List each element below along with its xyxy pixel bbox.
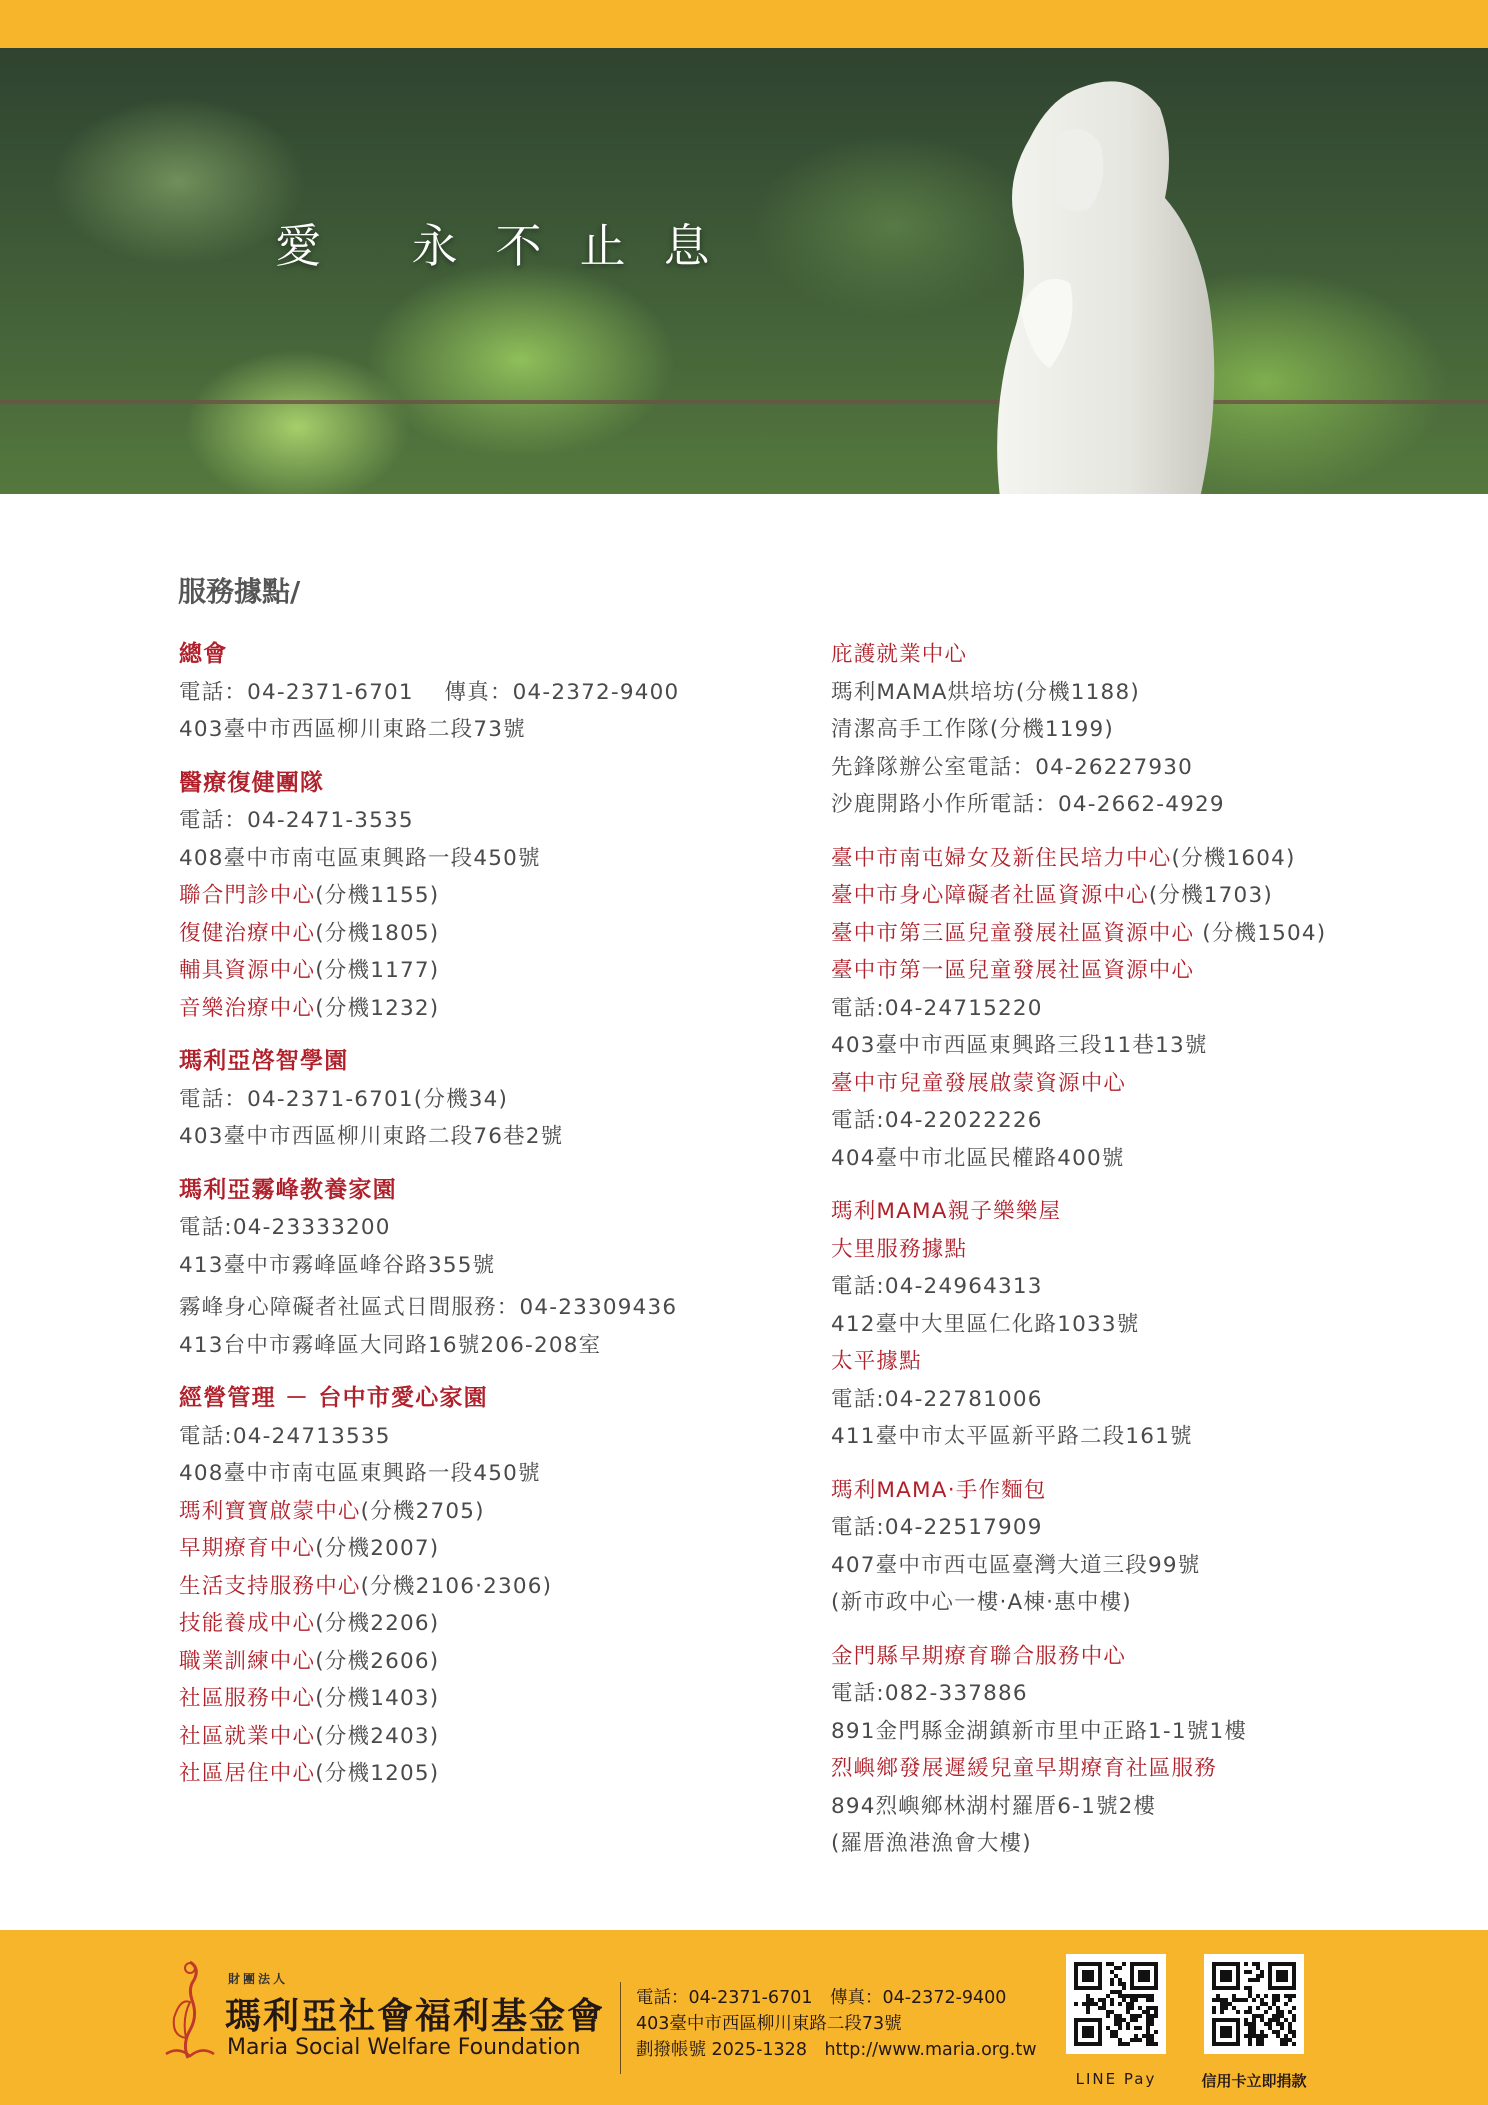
mary-statue-image — [960, 68, 1260, 494]
service-center-label — [179, 1605, 799, 1643]
location-detail — [831, 1140, 1461, 1178]
footer — [0, 1930, 1488, 2105]
top-bar — [0, 0, 1488, 48]
extension-number: (分機2007) — [315, 1536, 440, 1561]
extension-number: (分機1177) — [315, 958, 440, 983]
line-text: 瑪利MAMA‧手作麵包 — [831, 1477, 1047, 1503]
extension-number: (分機1703) — [1148, 883, 1273, 908]
line-text: 電話:04-22781006 — [831, 1386, 1043, 1412]
line-text: 清潔高手工作隊(分機1199) — [831, 717, 1114, 742]
fence-rail — [0, 400, 1488, 404]
line-text: 電話:04-24964313 — [831, 1274, 1043, 1299]
hero-banner — [0, 48, 1488, 494]
line-pay-qr-code-icon[interactable] — [1066, 1954, 1166, 2054]
line-text: 電話:04-22022226 — [831, 1108, 1043, 1133]
line-text: 404臺中市北區民權路400號 — [831, 1145, 1125, 1171]
location-heading — [179, 1172, 799, 1210]
line-text: 早期療育中心 — [179, 1536, 316, 1561]
service-center-label — [831, 952, 1461, 990]
foundation-logo-icon — [160, 1958, 218, 2068]
line-text: 技能養成中心 — [179, 1611, 316, 1636]
location-detail — [831, 674, 1461, 712]
location-detail — [179, 711, 799, 749]
line-text: 社區就業中心 — [179, 1723, 316, 1749]
service-center-label — [179, 915, 799, 953]
location-detail — [179, 1327, 799, 1365]
line-text: 電話：04-2371-6701(分機34) — [179, 1086, 509, 1112]
extension-number: (分機2606) — [315, 1648, 440, 1674]
service-center-label — [831, 840, 1461, 878]
spacer — [179, 1027, 799, 1043]
service-center-label — [179, 1680, 799, 1718]
location-detail — [831, 749, 1461, 787]
location-heading — [179, 1043, 799, 1081]
line-text: 408臺中市南屯區東興路一段450號 — [179, 845, 541, 871]
service-center-label — [831, 1231, 1461, 1269]
line-text: 瑪利亞霧峰教養家園 — [179, 1176, 397, 1203]
location-detail — [831, 1381, 1461, 1419]
left-column — [179, 636, 799, 1793]
service-center-label — [831, 1343, 1461, 1381]
service-center-label — [179, 952, 799, 990]
spacer — [831, 1456, 1461, 1472]
spacer — [179, 749, 799, 765]
org-name-en: Maria Social Welfare Foundation — [227, 2035, 581, 2060]
line-text: 職業訓練中心 — [179, 1648, 316, 1674]
line-text: (羅厝漁港漁會大樓) — [831, 1831, 1032, 1856]
location-detail — [831, 1509, 1461, 1547]
spacer — [179, 1156, 799, 1172]
extension-number: (分機2705) — [360, 1498, 485, 1524]
service-center-label — [179, 1568, 799, 1606]
line-text: 412臺中大里區仁化路1033號 — [831, 1311, 1140, 1337]
line-text: 電話：04-2471-3535 — [179, 808, 414, 833]
line-text: 社區服務中心 — [179, 1686, 316, 1711]
footer-contact — [636, 1985, 1037, 2063]
location-detail — [831, 786, 1461, 824]
line-text: (新市政中心一樓‧A棟‧惠中樓) — [831, 1590, 1132, 1615]
credit-card-qr-code-icon[interactable] — [1204, 1954, 1304, 2054]
section-heading: 服務據點/ — [178, 575, 301, 608]
location-detail — [179, 1455, 799, 1493]
line-text: 電話:04-24715220 — [831, 995, 1043, 1021]
hero-title: 愛 永不止息 — [275, 219, 748, 273]
qr-label-line-pay: LINE Pay — [1075, 2070, 1157, 2088]
service-center-label — [831, 1472, 1461, 1510]
extension-number: (分機2403) — [315, 1723, 440, 1749]
extension-number: (分機2106‧2306) — [360, 1573, 553, 1599]
location-detail — [831, 1102, 1461, 1140]
line-text: 庇護就業中心 — [831, 642, 968, 667]
service-center-label — [179, 1530, 799, 1568]
line-text: 403臺中市西區柳川東路二段73號 — [179, 717, 526, 742]
location-detail — [831, 1418, 1461, 1456]
location-heading — [179, 765, 799, 803]
spacer — [831, 1622, 1461, 1638]
location-detail — [831, 990, 1461, 1028]
location-detail — [179, 1118, 799, 1156]
location-detail — [831, 1713, 1461, 1751]
org-prefix: 財團法人 — [228, 1972, 289, 1986]
line-text: 電話：04-2371-6701 傳真：04-2372-9400 — [179, 679, 680, 705]
line-text: 894烈嶼鄉林湖村羅厝6-1號2樓 — [831, 1793, 1157, 1819]
footer-address: 403臺中市西區柳川東路二段73號 — [636, 2014, 902, 2034]
spacer — [831, 1177, 1461, 1193]
location-detail — [179, 1209, 799, 1247]
line-text: 臺中市兒童發展啟蒙資源中心 — [831, 1070, 1127, 1096]
line-text: 403臺中市西區東興路三段11巷13號 — [831, 1033, 1208, 1058]
line-text: 臺中市第三區兒童發展社區資源中心 — [831, 920, 1195, 946]
location-detail — [179, 1418, 799, 1456]
line-text: 金門縣早期療育聯合服務中心 — [831, 1643, 1127, 1669]
line-text: 大里服務據點 — [831, 1236, 968, 1262]
line-text: 總會 — [179, 641, 228, 667]
line-text: 413臺中市霧峰區峰谷路355號 — [179, 1252, 496, 1278]
line-text: 經營管理 － 台中市愛心家園 — [179, 1385, 488, 1411]
location-detail — [831, 1675, 1461, 1713]
location-detail — [179, 840, 799, 878]
line-text: 電話:082-337886 — [831, 1681, 1028, 1706]
line-text: 沙鹿開路小作所電話：04-2662-4929 — [831, 792, 1225, 817]
line-text: 生活支持服務中心 — [179, 1573, 361, 1599]
line-text: 臺中市南屯婦女及新住民培力中心 — [831, 845, 1172, 871]
service-center-label — [179, 1493, 799, 1531]
location-detail — [179, 802, 799, 840]
extension-number: (分機1403) — [315, 1686, 440, 1711]
line-text: 891金門縣金湖鎮新市里中正路1-1號1樓 — [831, 1718, 1248, 1744]
line-text: 電話:04-24713535 — [179, 1423, 391, 1449]
service-center-label — [831, 915, 1461, 953]
org-name: 瑪利亞社會福利基金會 — [225, 1995, 606, 2037]
location-detail — [831, 1268, 1461, 1306]
footer-phone-fax: 電話：04-2371-6701 傳真：04-2372-9400 — [636, 1988, 1007, 2008]
extension-number: (分機1504) — [1194, 920, 1327, 946]
location-detail — [179, 1247, 799, 1285]
service-center-label — [831, 877, 1461, 915]
service-center-label — [831, 636, 1461, 674]
line-text: 瑪利寶寶啟蒙中心 — [179, 1498, 361, 1524]
line-text: 瑪利亞啓智學園 — [179, 1048, 349, 1074]
qr-label-credit-card: 信用卡立即捐款 — [1201, 2072, 1307, 2090]
location-heading — [179, 1380, 799, 1418]
service-center-label — [831, 1193, 1461, 1231]
line-text: 臺中市身心障礙者社區資源中心 — [831, 883, 1149, 908]
line-text: 先鋒隊辦公室電話：04-26227930 — [831, 754, 1194, 780]
service-center-label — [831, 1750, 1461, 1788]
location-detail — [831, 1547, 1461, 1585]
line-text: 社區居住中心 — [179, 1761, 316, 1786]
line-text: 瑪利MAMA親子樂樂屋 — [831, 1199, 1062, 1224]
location-detail — [179, 1081, 799, 1119]
location-detail — [831, 1788, 1461, 1826]
line-text: 411臺中市太平區新平路二段161號 — [831, 1424, 1193, 1449]
footer-account-web[interactable]: 劃撥帳號 2025-1328 http://www.maria.org.tw — [636, 2040, 1037, 2060]
location-detail — [179, 1289, 799, 1327]
service-center-label — [179, 1643, 799, 1681]
right-column — [831, 636, 1461, 1863]
extension-number: (分機1205) — [315, 1761, 440, 1786]
spacer — [831, 824, 1461, 840]
service-center-label — [831, 1065, 1461, 1103]
location-detail — [831, 1306, 1461, 1344]
location-detail — [831, 1027, 1461, 1065]
line-text: 407臺中市西屯區臺灣大道三段99號 — [831, 1552, 1201, 1578]
line-text: 復健治療中心 — [179, 920, 316, 946]
service-center-label — [179, 877, 799, 915]
extension-number: (分機1232) — [315, 995, 440, 1021]
service-center-label — [179, 990, 799, 1028]
location-detail — [179, 674, 799, 712]
extension-number: (分機1155) — [315, 883, 440, 908]
line-text: 醫療復健團隊 — [179, 769, 325, 796]
line-text: 電話:04-23333200 — [179, 1215, 391, 1240]
line-text: 臺中市第一區兒童發展社區資源中心 — [831, 958, 1195, 983]
line-text: 408臺中市南屯區東興路一段450號 — [179, 1461, 541, 1486]
line-text: 413台中市霧峰區大同路16號206-208室 — [179, 1332, 602, 1358]
line-text: 瑪利MAMA烘培坊(分機1188) — [831, 679, 1140, 705]
line-text: 烈嶼鄉發展遲緩兒童早期療育社區服務 — [831, 1756, 1217, 1781]
line-text: 霧峰身心障礙者社區式日間服務：04-23309436 — [179, 1295, 678, 1320]
spacer — [179, 1364, 799, 1380]
line-text: 聯合門診中心 — [179, 883, 316, 908]
extension-number: (分機1604) — [1171, 845, 1296, 871]
extension-number: (分機2206) — [315, 1611, 440, 1636]
location-heading — [179, 636, 799, 674]
line-text: 403臺中市西區柳川東路二段76巷2號 — [179, 1124, 564, 1149]
service-center-label — [179, 1718, 799, 1756]
line-text: 電話:04-22517909 — [831, 1515, 1043, 1540]
line-text: 音樂治療中心 — [179, 995, 316, 1021]
service-center-label — [831, 1638, 1461, 1676]
footer-divider — [620, 1982, 621, 2074]
location-detail — [831, 1825, 1461, 1863]
service-center-label — [179, 1755, 799, 1793]
line-text: 輔具資源中心 — [179, 958, 316, 983]
location-detail — [831, 711, 1461, 749]
location-detail — [831, 1584, 1461, 1622]
line-text: 太平據點 — [831, 1349, 922, 1374]
extension-number: (分機1805) — [315, 920, 440, 946]
